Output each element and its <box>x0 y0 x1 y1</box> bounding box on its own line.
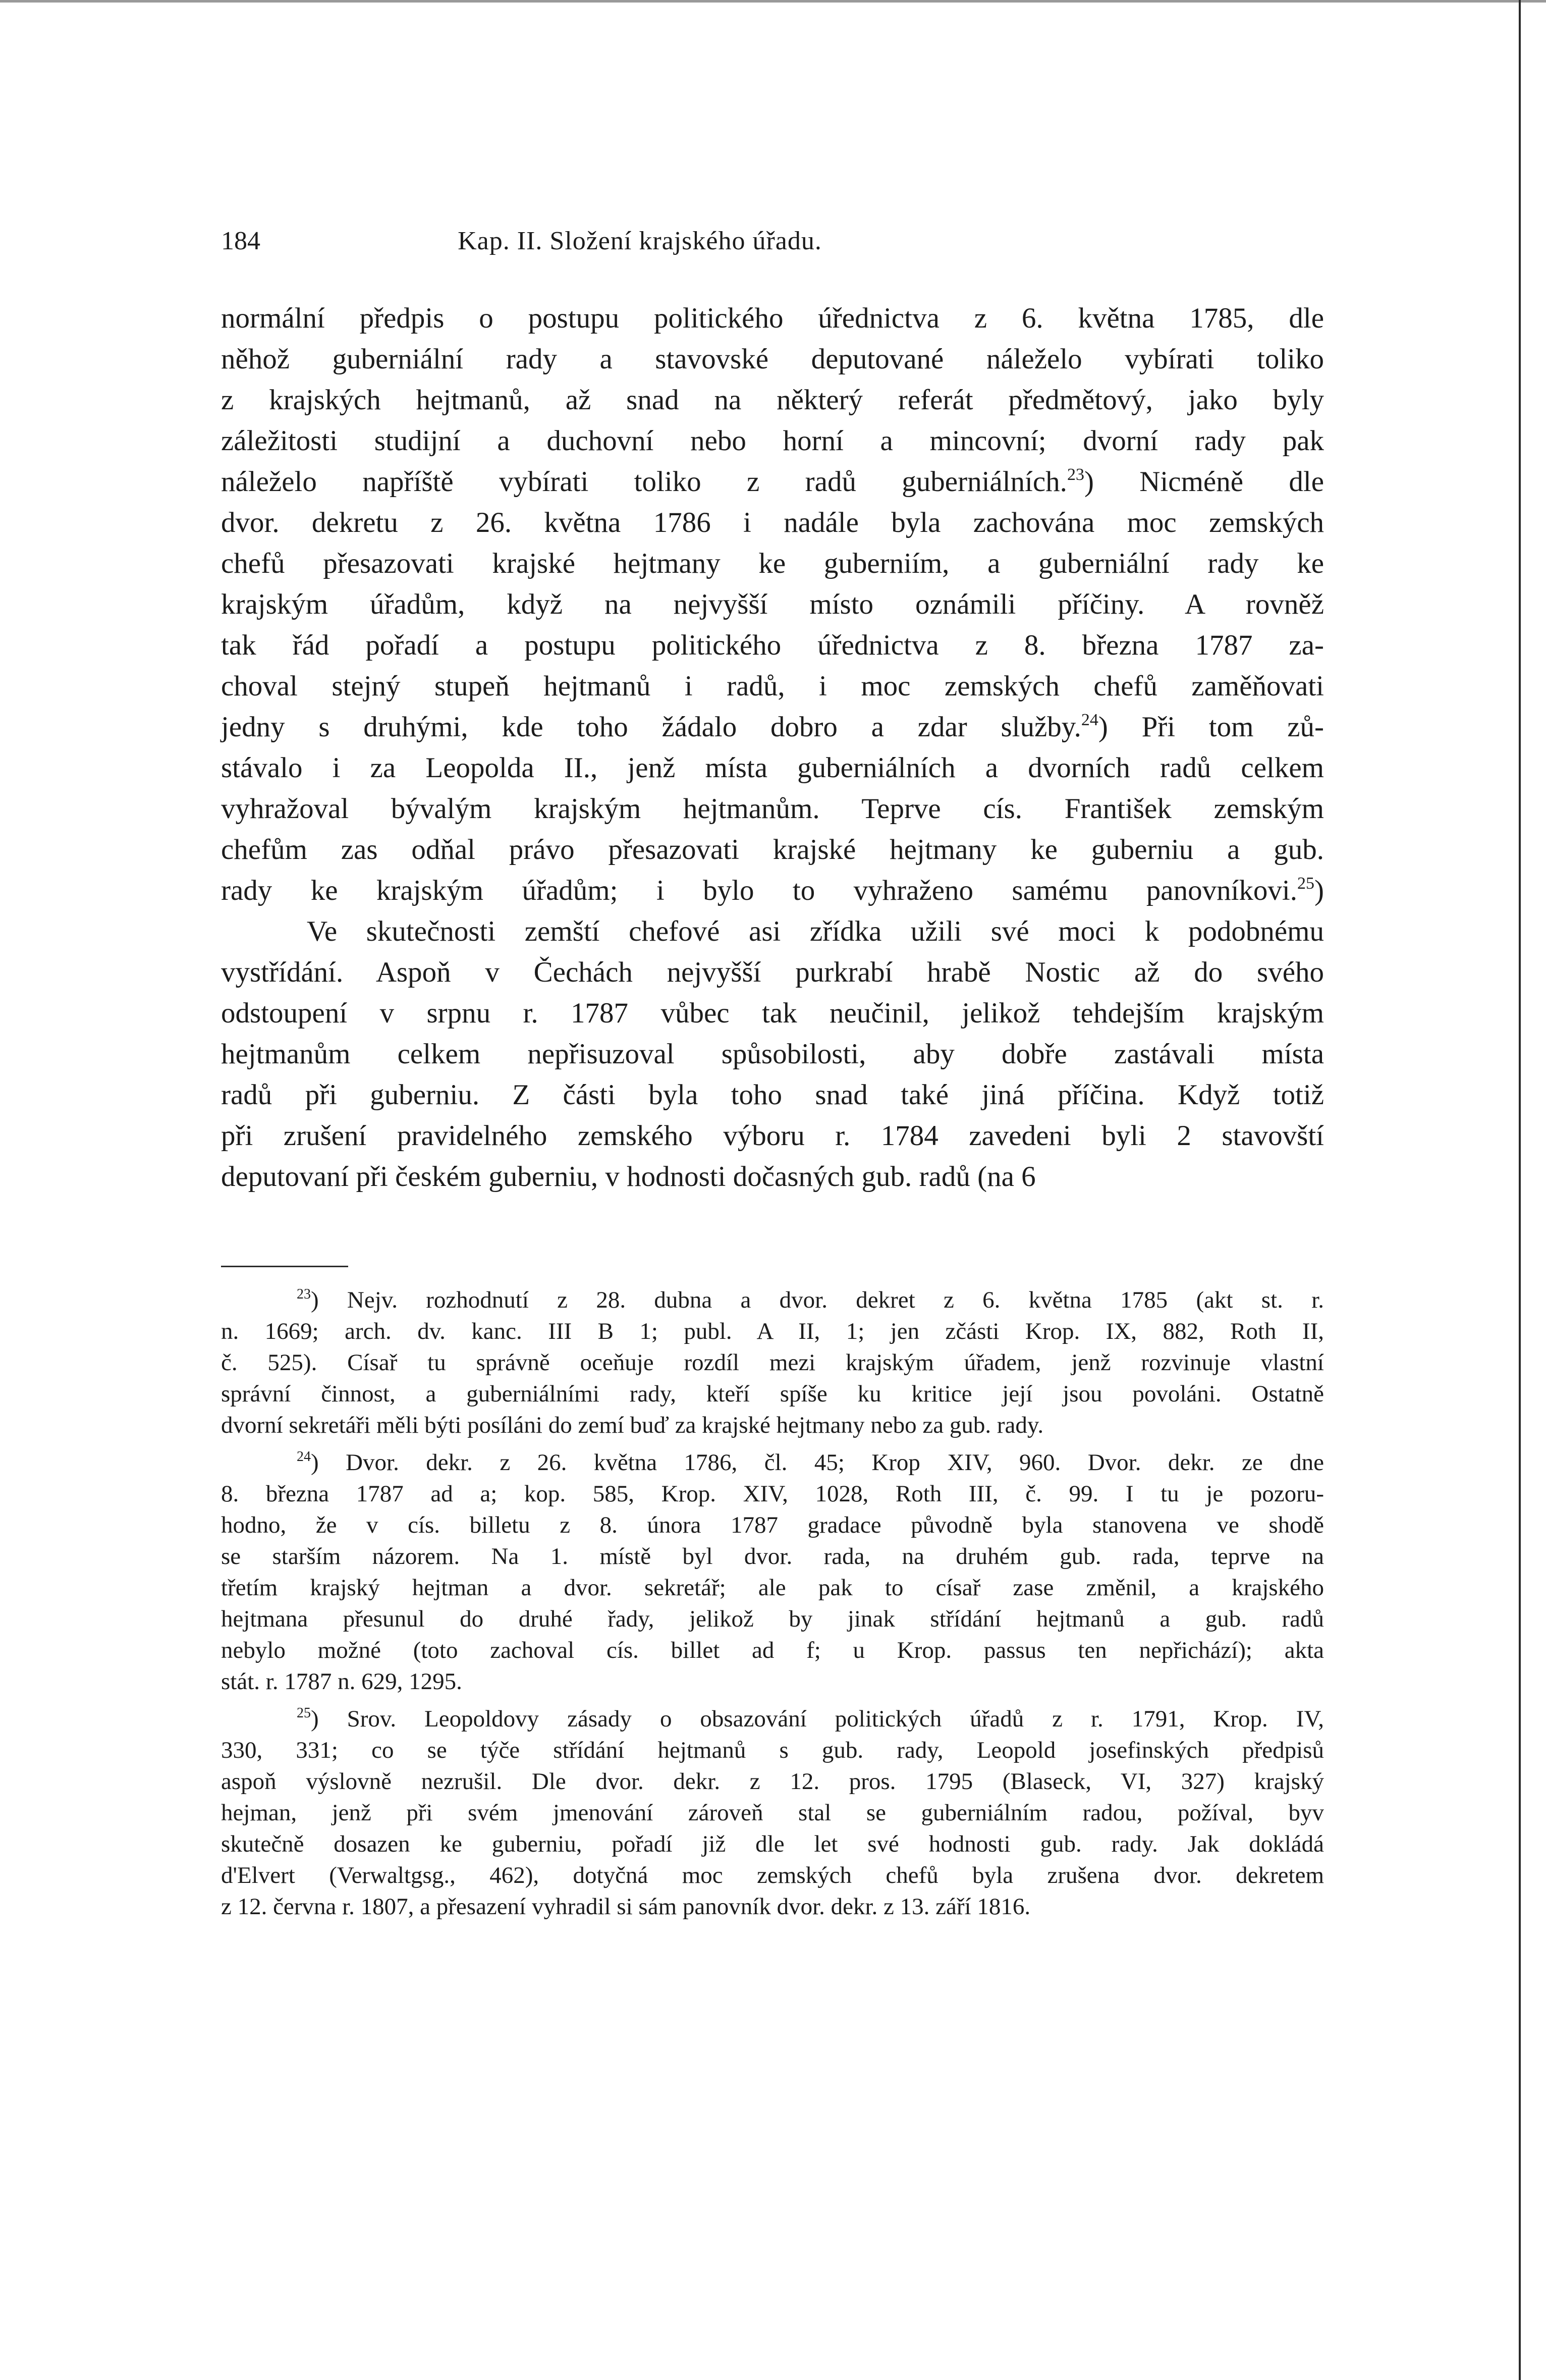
main-text <box>221 298 1324 1197</box>
text-line-continuation: ) Při tom zů- <box>1098 711 1324 743</box>
text-line-content: náleželo napříště vybírati toliko z radů guberniálních. <box>221 466 1067 498</box>
footnote-text: správní činnost, a guberniálními rady, kteří spíše ku kritice její jsou povoláni. Ostatně <box>221 1381 1324 1407</box>
text-line-content: deputovaní při českém guberniu, v hodnosti dočasných gub. radů (na 6 <box>221 1161 1036 1193</box>
footnote-text: stát. r. 1787 n. 629, 1295. <box>221 1668 462 1695</box>
footnote-line <box>221 1447 1324 1478</box>
footnote-line <box>221 1378 1324 1410</box>
footnote-reference: 25 <box>1297 874 1315 893</box>
text-line-content: z krajských hejtmanů, až snad na některý referát předmětový, jako byly <box>221 384 1324 416</box>
text-line <box>221 747 1324 788</box>
text-line <box>221 993 1324 1034</box>
page-header <box>221 221 1059 261</box>
text-line-content: dvor. dekretu z 26. května 1786 i nadále byla zachována moc zemských <box>221 507 1324 538</box>
text-line <box>221 952 1324 993</box>
footnote-text: z 12. června r. 1807, a přesazení vyhradil si sám panovník dvor. dekr. z 13. září 1816. <box>221 1894 1031 1920</box>
footnote-line <box>221 1860 1324 1891</box>
text-line <box>221 543 1324 584</box>
footnote-line <box>221 1478 1324 1509</box>
text-line <box>221 625 1324 666</box>
footnote-text: 8. března 1787 ad a; kop. 585, Krop. XIV, 1028, Roth III, č. 99. I tu je pozoru- <box>221 1481 1324 1507</box>
text-line-content: Ve skutečnosti zemští chefové asi zřídka užili své moci k podobnému <box>307 915 1324 947</box>
footnote-text: ) Dvor. dekr. z 26. května 1786, čl. 45; Krop XIV, 960. Dvor. dekr. ze dne <box>311 1449 1324 1476</box>
text-line <box>221 584 1324 625</box>
footnote-marker: 24 <box>297 1449 311 1465</box>
footnote-line <box>221 1891 1324 1922</box>
page-right-edge <box>1519 0 1521 2380</box>
text-line <box>221 1074 1324 1115</box>
footnote-line <box>221 1603 1324 1635</box>
footnote-text: č. 525). Císař tu správně oceňuje rozdíl mezi krajským úřadem, jenž rozvinuje vlastní <box>221 1349 1324 1376</box>
footnote-text: ) Nejv. rozhodnutí z 28. dubna a dvor. dekret z 6. května 1785 (akt st. r. <box>311 1287 1324 1313</box>
text-line-content: hejtmanům celkem nepřisuzoval spůsobilosti, aby dobře zastávali místa <box>221 1038 1324 1070</box>
text-line <box>221 298 1324 339</box>
footnote-text: skutečně dosazen ke guberniu, pořadí již dle let své hodnosti gub. rady. Jak dokládá <box>221 1831 1324 1857</box>
footnote-marker: 23 <box>297 1286 311 1302</box>
footnote-text: n. 1669; arch. dv. kanc. III B 1; publ. A II, 1; jen zčásti Krop. IX, 882, Roth II, <box>221 1318 1324 1344</box>
footnotes <box>221 1284 1324 1922</box>
footnote-reference: 23 <box>1067 465 1084 484</box>
text-line-content: stávalo i za Leopolda II., jenž místa guberniálních a dvorních radů celkem <box>221 752 1324 784</box>
footnote-line <box>221 1572 1324 1603</box>
text-line <box>221 380 1324 420</box>
footnote-line <box>221 1284 1324 1316</box>
text-line-continuation: ) <box>1314 875 1324 906</box>
footnote-marker: 25 <box>297 1705 311 1721</box>
footnote-line <box>221 1828 1324 1860</box>
text-line <box>221 870 1324 911</box>
footnote-line <box>221 1316 1324 1347</box>
footnote-line <box>221 1509 1324 1541</box>
text-line <box>221 788 1324 829</box>
text-line-content: rady ke krajským úřadům; i bylo to vyhraženo samému panovníkovi. <box>221 875 1298 906</box>
footnote-line <box>221 1541 1324 1572</box>
footnote-text: se starším názorem. Na 1. místě byl dvor. rada, na druhém gub. rada, teprve na <box>221 1543 1324 1570</box>
text-line-content: při zrušení pravidelného zemského výboru r. 1784 zavedeni byli 2 stavovští <box>221 1120 1324 1152</box>
text-line-content: radů při guberniu. Z části byla toho snad také jiná příčina. Když totiž <box>221 1079 1324 1111</box>
text-line-content: odstoupení v srpnu r. 1787 vůbec tak neučinil, jelikož tehdejším krajským <box>221 997 1324 1029</box>
text-line <box>221 1115 1324 1156</box>
footnote-line <box>221 1766 1324 1797</box>
page-top-edge <box>0 0 1546 3</box>
text-line <box>221 911 1324 952</box>
footnote-line <box>221 1410 1324 1441</box>
text-line-continuation: ) Nicméně dle <box>1084 466 1324 498</box>
text-line <box>221 339 1324 380</box>
text-line <box>221 420 1324 461</box>
footnote-text: dvorní sekretáři měli býti posíláni do zemí buď za krajské hejtmany nebo za gub. rady. <box>221 1412 1044 1438</box>
footnote-text: aspoň výslovně nezrušil. Dle dvor. dekr. z 12. pros. 1795 (Blaseck, VI, 327) krajský <box>221 1768 1324 1795</box>
footnote-text: ) Srov. Leopoldovy zásady o obsazování politických úřadů z r. 1791, Krop. IV, <box>311 1706 1324 1732</box>
footnote-text: nebylo možné (toto zachoval cís. billet ad f; u Krop. passus ten nepřichází); akta <box>221 1637 1324 1663</box>
footnote-text: hejman, jenž při svém jmenování zároveň stal se guberniálním radou, požíval, byv <box>221 1800 1324 1826</box>
text-line-content: jedny s druhými, kde toho žádalo dobro a zdar služby. <box>221 711 1081 743</box>
footnote-divider <box>221 1266 348 1267</box>
footnote-reference: 24 <box>1081 711 1098 729</box>
footnote-text: třetím krajský hejtman a dvor. sekretář; ale pak to císař zase změnil, a krajského <box>221 1575 1324 1601</box>
text-line-content: normální předpis o postupu politického úřednictva z 6. května 1785, dle <box>221 302 1324 334</box>
text-line <box>221 1156 1324 1197</box>
running-head: Kap. II. Složení krajského úřadu. <box>458 227 822 255</box>
text-line <box>221 829 1324 870</box>
text-line-content: něhož guberniální rady a stavovské deputované náleželo vybírati toliko <box>221 343 1324 375</box>
footnote-line <box>221 1635 1324 1666</box>
footnote-gap <box>221 1441 1324 1447</box>
footnote-line <box>221 1703 1324 1735</box>
footnote-line <box>221 1666 1324 1697</box>
text-line-content: chefům zas odňal právo přesazovati krajské hejtmany ke guberniu a gub. <box>221 834 1324 866</box>
text-line-content: krajským úřadům, když na nejvyšší místo oznámili příčiny. A rovněž <box>221 588 1324 620</box>
text-line <box>221 707 1324 747</box>
text-line <box>221 461 1324 502</box>
text-line-content: záležitosti studijní a duchovní nebo horní a mincovní; dvorní rady pak <box>221 425 1324 457</box>
text-line-content: choval stejný stupeň hejtmanů i radů, i moc zemských chefů zaměňovati <box>221 670 1324 702</box>
text-line <box>221 502 1324 543</box>
text-line <box>221 1034 1324 1074</box>
footnote-text: hodno, že v cís. billetu z 8. února 1787 gradace původně byla stanovena ve shodě <box>221 1512 1324 1538</box>
text-line-content: chefů přesazovati krajské hejtmany ke guberniím, a guberniální rady ke <box>221 548 1324 579</box>
footnote-line <box>221 1347 1324 1378</box>
text-line <box>221 666 1324 707</box>
footnote-text: hejtmana přesunul do druhé řady, jelikož by jinak střídání hejtmanů a gub. radů <box>221 1606 1324 1632</box>
page-number: 184 <box>221 227 260 255</box>
text-line-content: tak řád pořadí a postupu politického úřednictva z 8. března 1787 za- <box>221 629 1324 661</box>
text-line-content: vystřídání. Aspoň v Čechách nejvyšší purkrabí hrabě Nostic až do svého <box>221 956 1324 988</box>
text-line-content: vyhražoval bývalým krajským hejtmanům. Teprve cís. František zemským <box>221 793 1324 825</box>
footnote-text: d'Elvert (Verwaltgsg., 462), dotyčná moc zemských chefů byla zrušena dvor. dekretem <box>221 1862 1324 1888</box>
footnote-line <box>221 1735 1324 1766</box>
footnote-line <box>221 1797 1324 1828</box>
footnote-text: 330, 331; co se týče střídání hejtmanů s gub. rady, Leopold josefinských předpisů <box>221 1737 1324 1763</box>
footnote-gap <box>221 1697 1324 1703</box>
